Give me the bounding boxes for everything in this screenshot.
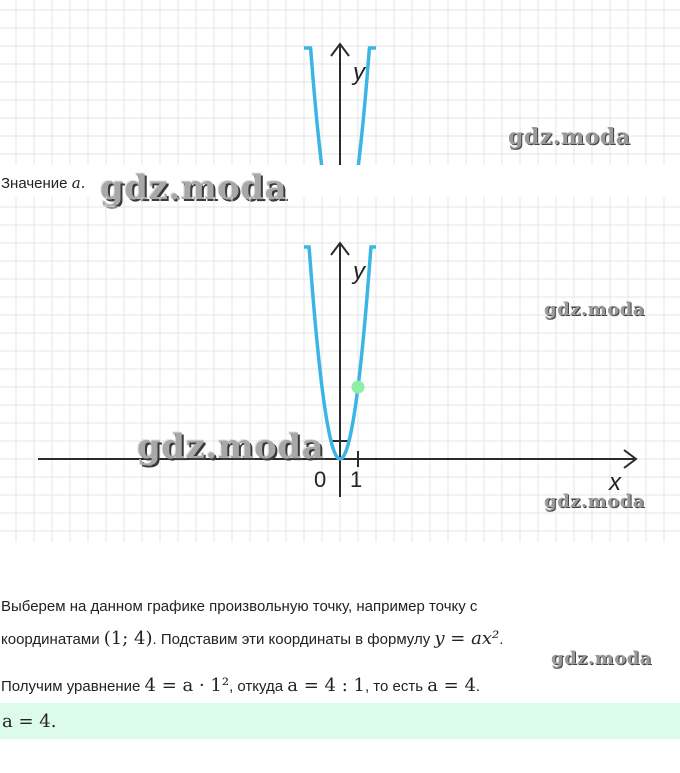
y-axis-label: y <box>353 258 365 285</box>
watermark: gdz.moda <box>544 299 645 320</box>
x-tick-label: 1 <box>350 467 363 492</box>
equation: 4 = a · 1² <box>144 675 230 696</box>
watermark: gdz.moda <box>508 124 631 150</box>
watermark: gdz.moda <box>551 648 652 669</box>
y-axis-label: y <box>353 59 365 86</box>
origin-label: 0 <box>314 467 327 492</box>
x-axis-label: x <box>609 469 621 496</box>
prompt-label: Значение a. <box>1 174 86 192</box>
formula: y = ax² <box>434 628 500 649</box>
watermark: gdz.moda <box>137 427 325 467</box>
watermark: gdz.moda <box>544 491 645 512</box>
answer-text: a = 4. <box>2 711 57 732</box>
paragraph: Выберем на данном графике произвольную точку, например точку с <box>1 598 478 615</box>
point-1-4 <box>352 381 365 394</box>
variable-a: a. <box>71 174 86 192</box>
equation: a = 4 <box>427 675 476 696</box>
answer-box <box>0 703 680 739</box>
coordinates: (1; 4) <box>103 628 153 649</box>
paragraph: Получим уравнение 4 = a · 1², откуда a = 4 : 1, то есть a = 4. <box>1 675 481 696</box>
watermark: gdz.moda <box>100 168 288 208</box>
paragraph: координатами (1; 4). Подставим эти координаты в формулу y = ax². <box>1 628 504 649</box>
equation: a = 4 : 1 <box>287 675 365 696</box>
